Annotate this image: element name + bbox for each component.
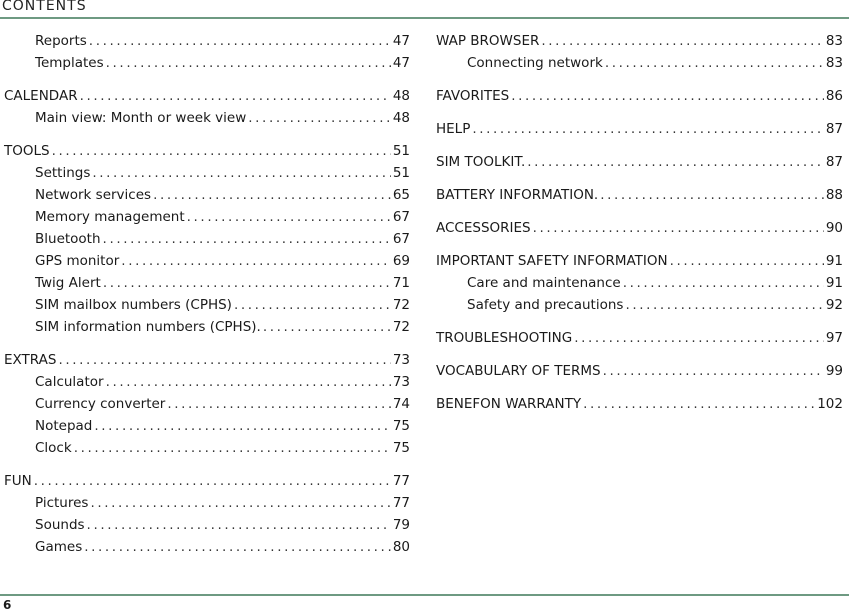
toc-subentry[interactable] <box>4 492 410 514</box>
toc-entry-page: 47 <box>392 55 410 71</box>
dot-leader <box>58 349 390 371</box>
toc-entry-title: WAP BROWSER <box>436 33 540 49</box>
dot-leader <box>533 217 824 239</box>
toc-subentry[interactable] <box>436 52 843 74</box>
toc-entry[interactable] <box>4 85 410 107</box>
toc-entry-page: 71 <box>392 275 410 291</box>
toc-entry[interactable] <box>4 470 410 492</box>
toc-entry-page: 72 <box>392 297 410 313</box>
toc-entry-title: SIM TOOLKIT. <box>436 154 526 170</box>
toc-entry-page: 99 <box>825 363 843 379</box>
toc-entry-title: BATTERY INFORMATION. <box>436 187 599 203</box>
toc-entry[interactable] <box>436 327 843 349</box>
toc-entry-page: 67 <box>392 209 410 225</box>
dot-leader <box>600 184 824 206</box>
dot-leader <box>167 393 390 415</box>
toc-entry[interactable] <box>436 217 843 239</box>
toc-subentry[interactable] <box>4 393 410 415</box>
toc-section <box>436 360 843 382</box>
dot-leader <box>527 151 824 173</box>
toc-subentry[interactable] <box>4 294 410 316</box>
toc-entry-page: 83 <box>825 55 843 71</box>
toc-entry-page: 51 <box>392 143 410 159</box>
toc-entry-page: 65 <box>392 187 410 203</box>
toc-section <box>4 85 410 129</box>
toc-entry-page: 79 <box>392 517 410 533</box>
toc-entry-title: IMPORTANT SAFETY INFORMATION <box>436 253 668 269</box>
toc-subentry[interactable] <box>4 316 410 338</box>
dot-leader <box>248 107 391 129</box>
toc-entry-page: 91 <box>825 275 843 291</box>
toc-entry-title: GPS monitor <box>35 253 120 269</box>
toc-entry-title: Connecting network <box>467 55 603 71</box>
toc-entry-title: Main view: Month or week view <box>35 110 247 126</box>
toc-section <box>436 184 843 206</box>
toc-entry-page: 69 <box>392 253 410 269</box>
toc-entry-page: 87 <box>825 121 843 137</box>
toc-entry-title: Network services <box>35 187 152 203</box>
toc-entry[interactable] <box>436 85 843 107</box>
dot-leader <box>187 206 391 228</box>
toc-subentry[interactable] <box>4 30 410 52</box>
toc-entry-title: Safety and precautions <box>467 297 624 313</box>
toc-section <box>436 118 843 140</box>
toc-entry-title: TOOLS <box>4 143 50 159</box>
toc-entry-page: 75 <box>392 440 410 456</box>
toc-entry-title: Currency converter <box>35 396 166 412</box>
toc-entry-title: Reports <box>35 33 87 49</box>
toc-subentry[interactable] <box>436 294 843 316</box>
toc-subentry[interactable] <box>4 107 410 129</box>
toc-entry-title: TROUBLESHOOTING <box>436 330 573 346</box>
toc-subentry[interactable] <box>4 514 410 536</box>
toc-entry-page: 75 <box>392 418 410 434</box>
dot-leader <box>625 294 823 316</box>
toc-subentry[interactable] <box>4 415 410 437</box>
toc-entry-title: Templates <box>35 55 104 71</box>
toc-entry-page: 86 <box>825 88 843 104</box>
toc-right-column <box>436 30 843 426</box>
toc-entry-title: EXTRAS <box>4 352 57 368</box>
toc-left-column <box>4 30 410 569</box>
toc-subentry[interactable] <box>4 184 410 206</box>
toc-subentry[interactable] <box>436 272 843 294</box>
dot-leader <box>84 536 391 558</box>
dot-leader <box>52 140 391 162</box>
toc-entry-title: SIM information numbers (CPHS). <box>35 319 261 335</box>
toc-entry[interactable] <box>436 151 843 173</box>
toc-subentry[interactable] <box>4 250 410 272</box>
toc-entry[interactable] <box>436 393 843 415</box>
toc-entry-page: 72 <box>392 319 410 335</box>
toc-entry-title: FAVORITES <box>436 88 510 104</box>
toc-subentry[interactable] <box>4 272 410 294</box>
toc-entry-page: 77 <box>392 473 410 489</box>
toc-subentry[interactable] <box>4 437 410 459</box>
toc-entry-title: Notepad <box>35 418 93 434</box>
page-number: 6 <box>3 598 12 612</box>
toc-section <box>436 30 843 74</box>
toc-entry-page: 67 <box>392 231 410 247</box>
toc-subentry[interactable] <box>4 371 410 393</box>
dot-leader <box>623 272 824 294</box>
toc-entry-page: 91 <box>825 253 843 269</box>
dot-leader <box>511 85 824 107</box>
toc-entry-page: 51 <box>392 165 410 181</box>
toc-entry-page: 74 <box>392 396 410 412</box>
toc-subentry[interactable] <box>4 162 410 184</box>
toc-section <box>436 217 843 239</box>
toc-entry-title: Memory management <box>35 209 185 225</box>
toc-entry[interactable] <box>436 250 843 272</box>
dot-leader <box>94 415 390 437</box>
toc-section <box>436 393 843 415</box>
toc-entry-page: 102 <box>817 396 843 412</box>
toc-entry-title: Care and maintenance <box>467 275 621 291</box>
toc-entry-title: Calculator <box>35 374 104 390</box>
toc-section <box>4 30 410 74</box>
toc-subentry[interactable] <box>4 52 410 74</box>
dot-leader <box>574 327 824 349</box>
dot-leader <box>80 85 391 107</box>
toc-section <box>436 85 843 107</box>
toc-entry-title: Sounds <box>35 517 85 533</box>
toc-entry-title: Games <box>35 539 83 555</box>
dot-leader <box>263 316 391 338</box>
dot-leader <box>34 470 391 492</box>
toc-entry-page: 48 <box>392 110 410 126</box>
toc-entry-title: SIM mailbox numbers (CPHS) <box>35 297 232 313</box>
toc-entry-page: 92 <box>825 297 843 313</box>
toc-section <box>4 349 410 459</box>
toc-entry-title: BENEFON WARRANTY <box>436 396 582 412</box>
toc-entry-title: ACCESSORIES <box>436 220 531 236</box>
toc-entry[interactable] <box>436 360 843 382</box>
dot-leader <box>121 250 391 272</box>
dot-leader <box>670 250 824 272</box>
toc-section <box>436 250 843 316</box>
toc-section <box>436 327 843 349</box>
dot-leader <box>103 272 391 294</box>
toc-entry-page: 73 <box>392 374 410 390</box>
dot-leader <box>106 371 391 393</box>
toc-entry[interactable] <box>4 140 410 162</box>
dot-leader <box>74 437 391 459</box>
toc-entry[interactable] <box>436 30 843 52</box>
dot-leader <box>90 492 390 514</box>
toc-entry-page: 48 <box>392 88 410 104</box>
toc-entry-title: Clock <box>35 440 72 456</box>
toc-entry[interactable] <box>436 118 843 140</box>
dot-leader <box>87 514 391 536</box>
toc-section <box>4 470 410 558</box>
toc-entry-title: FUN <box>4 473 32 489</box>
toc-entry-title: CALENDAR <box>4 88 78 104</box>
toc-entry-page: 77 <box>392 495 410 511</box>
toc-entry-title: HELP <box>436 121 471 137</box>
dot-leader <box>89 30 391 52</box>
dot-leader <box>605 52 824 74</box>
toc-subentry[interactable] <box>4 228 410 250</box>
toc-section <box>4 140 410 338</box>
dot-leader <box>103 228 391 250</box>
toc-entry[interactable] <box>4 349 410 371</box>
toc-subentry[interactable] <box>4 536 410 558</box>
header-divider <box>0 17 849 19</box>
dot-leader <box>234 294 391 316</box>
dot-leader <box>106 52 391 74</box>
toc-entry-title: Settings <box>35 165 91 181</box>
toc-entry-title: VOCABULARY OF TERMS <box>436 363 601 379</box>
toc-entry-page: 87 <box>825 154 843 170</box>
dot-leader <box>603 360 824 382</box>
toc-entry-page: 80 <box>392 539 410 555</box>
dot-leader <box>472 118 823 140</box>
dot-leader <box>541 30 823 52</box>
page-title: CONTENTS <box>2 0 87 14</box>
dot-leader <box>583 393 815 415</box>
toc-entry-page: 83 <box>825 33 843 49</box>
dot-leader <box>153 184 391 206</box>
toc-entry-title: Twig Alert <box>35 275 101 291</box>
toc-entry-title: Pictures <box>35 495 89 511</box>
toc-section <box>436 151 843 173</box>
toc-subentry[interactable] <box>4 206 410 228</box>
toc-entry-page: 88 <box>825 187 843 203</box>
toc-entry-page: 90 <box>825 220 843 236</box>
toc-entry-page: 47 <box>392 33 410 49</box>
toc-entry-page: 73 <box>392 352 410 368</box>
dot-leader <box>92 162 390 184</box>
footer-divider <box>0 594 849 596</box>
toc-entry[interactable] <box>436 184 843 206</box>
toc-entry-page: 97 <box>825 330 843 346</box>
toc-entry-title: Bluetooth <box>35 231 101 247</box>
